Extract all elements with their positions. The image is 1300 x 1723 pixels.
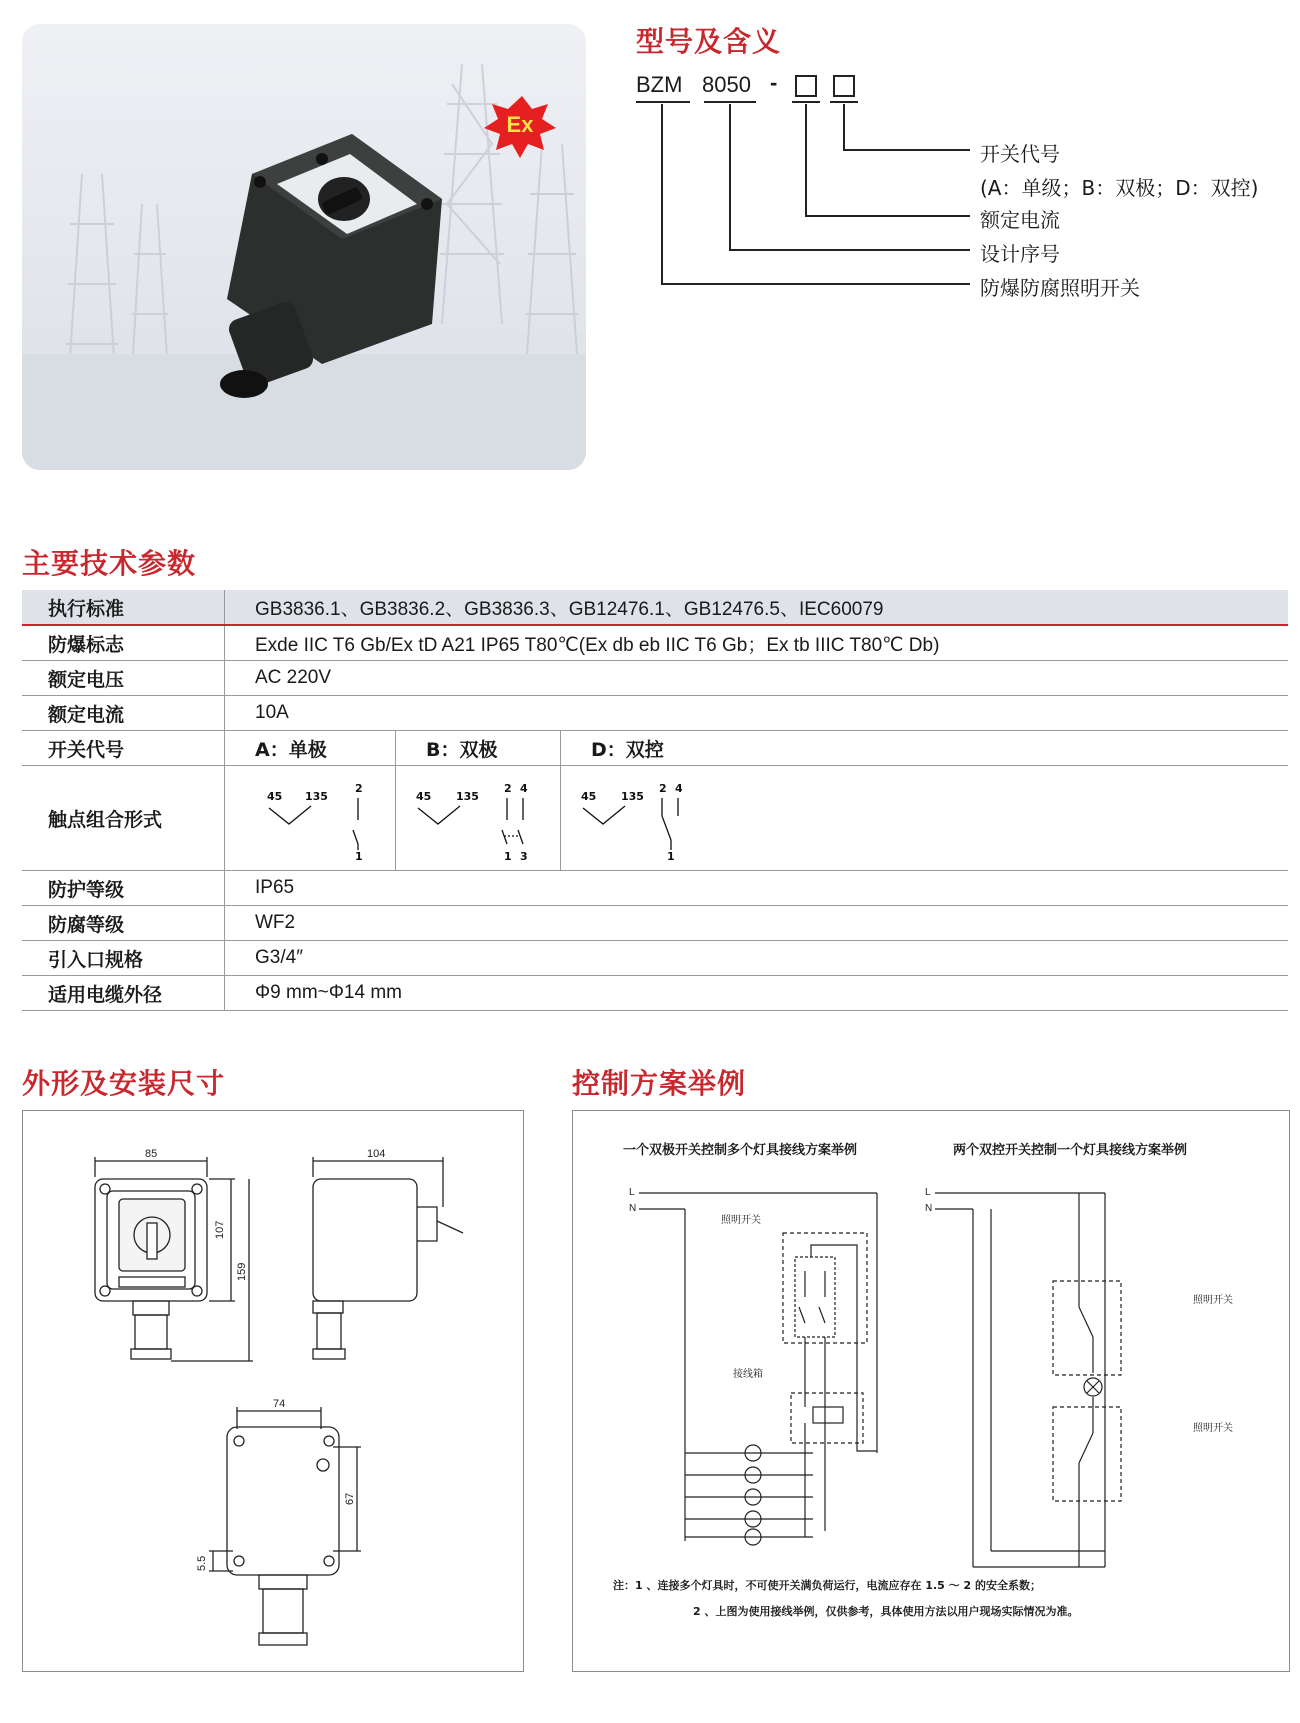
meaning-switch-code: 开关代号 [980, 142, 1060, 166]
table-row: 防护等级 IP65 [22, 871, 1288, 906]
table-row: 适用电缆外径 Φ9 mm~Φ14 mm [22, 976, 1288, 1011]
svg-text:L: L [925, 1187, 931, 1198]
table-row: 触点组合形式 45 135 2 1 45 135 2 4 1 3 45 135 2 4 1 [22, 766, 1288, 871]
svg-text:N: N [925, 1203, 933, 1214]
contact-double [396, 766, 561, 871]
model-title: 型号及含义 [636, 25, 782, 58]
svg-text:4: 4 [675, 782, 683, 795]
svg-text:45: 45 [267, 790, 283, 803]
dims-title: 外形及安装尺寸 [22, 1067, 226, 1100]
svg-text:L: L [629, 1187, 635, 1198]
table-row: 执行标准 GB3836.1、GB3836.2、GB3836.3、GB12476.1、GB12476.5、IEC60079 [22, 590, 1288, 625]
ex-badge [484, 96, 556, 158]
svg-text:1: 1 [667, 850, 675, 863]
dim-104: 104 [367, 1148, 386, 1160]
switch-label-right-bottom: 照明开关 [1193, 1423, 1233, 1434]
contact-two-way [561, 766, 1289, 871]
switch-label-right-top: 照明开关 [1193, 1295, 1233, 1306]
svg-text:2: 2 [659, 782, 667, 795]
code-part-design: 8050 [702, 72, 751, 97]
svg-text:135: 135 [456, 790, 479, 803]
product-photo [22, 24, 586, 470]
svg-text:1: 1 [355, 850, 363, 863]
svg-text:4: 4 [520, 782, 528, 795]
code-part-series: BZM [636, 72, 683, 97]
svg-text:2: 2 [504, 782, 512, 795]
note-2: 2 、上图为使用接线举例，仅供参考，具体使用方法以用户现场实际情况为准。 [693, 1605, 1079, 1618]
dim-107: 107 [214, 1220, 226, 1239]
control-title: 控制方案举例 [572, 1067, 747, 1100]
wiring-diagrams [573, 1111, 1289, 1611]
svg-text:N: N [629, 1203, 637, 1214]
left-scheme-title: 一个双极开关控制多个灯具接线方案举例 [623, 1143, 858, 1158]
svg-text:Ex: Ex [506, 112, 534, 137]
svg-text:135: 135 [305, 790, 328, 803]
meaning-design-no: 设计序号 [980, 242, 1060, 266]
dim-159: 159 [236, 1262, 248, 1281]
svg-text:135: 135 [621, 790, 644, 803]
table-row: 防爆标志 Exde IIC T6 Gb/Ex tD A21 IP65 T80℃(Ex db eb IIC T6 Gb；Ex tb IIIC T80℃ Db) [22, 625, 1288, 661]
meaning-product: 防爆防腐照明开关 [980, 276, 1140, 300]
dim-74: 74 [273, 1398, 286, 1410]
meaning-switch-options: (A：单级；B：双极；D：双控) [980, 176, 1259, 200]
meaning-rated-current: 额定电流 [980, 208, 1060, 232]
code-dash: - [770, 70, 778, 95]
table-row: 防腐等级 WF2 [22, 906, 1288, 941]
params-table [22, 590, 1288, 1011]
dims-box [22, 1110, 524, 1672]
dim-85: 85 [145, 1148, 158, 1160]
dim-67: 67 [344, 1492, 356, 1505]
dim-5-5: 5.5 [196, 1555, 208, 1571]
svg-text:45: 45 [581, 790, 597, 803]
table-row: 额定电流 10A [22, 696, 1288, 731]
junction-label: 接线箱 [733, 1369, 763, 1380]
svg-text:1: 1 [504, 850, 512, 863]
switch-label-left: 照明开关 [721, 1215, 761, 1226]
contact-single [225, 766, 396, 871]
note-1: 注：1 、连接多个灯具时，不可使开关满负荷运行，电流应存在 1.5 ～ 2 的安全系数； [613, 1579, 1041, 1592]
product-photo-illustration [22, 24, 586, 470]
svg-text:2: 2 [355, 782, 363, 795]
svg-text:45: 45 [416, 790, 432, 803]
svg-text:3: 3 [520, 850, 528, 863]
table-row: 开关代号 A：单极 B：双极 D：双控 [22, 731, 1288, 766]
right-scheme-title: 两个双控开关控制一个灯具接线方案举例 [953, 1143, 1188, 1158]
params-title: 主要技术参数 [22, 547, 197, 580]
table-row: 额定电压 AC 220V [22, 661, 1288, 696]
control-box [572, 1110, 1290, 1672]
table-row: 引入口规格 G3/4″ [22, 941, 1288, 976]
dims-drawing [23, 1111, 523, 1671]
